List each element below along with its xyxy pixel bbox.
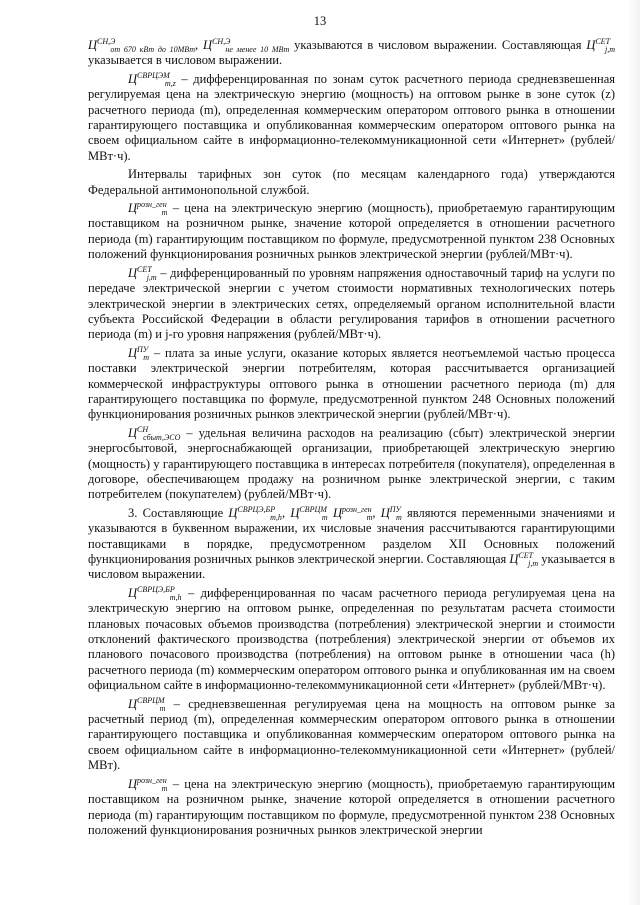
symbol-subscript: не менее 10 МВт <box>225 45 290 54</box>
paragraph-text: , <box>281 505 291 520</box>
symbol-base: Ц <box>128 776 138 791</box>
symbol-base: Ц <box>380 505 390 520</box>
formula-symbol <box>128 266 157 280</box>
paragraph-p0 <box>88 38 615 69</box>
symbol-base: Ц <box>128 425 138 440</box>
formula-symbol <box>128 346 149 360</box>
formula-symbol <box>128 697 165 711</box>
paragraph-text: – цена на электрическую энергию (мощность), приобретаемую гарантирующим поставщиком на розничном рынке, значение которой определяется в отношении расчетного периода (m) гарантирующим поставщиком по формуле, предусмотренной пунктом 238 Основных положений функционирования розничных рынков электрической энергии (рублей/МВт·ч). <box>88 201 615 262</box>
symbol-base: Ц <box>586 38 596 52</box>
symbol-subscript: от 670 кВт до 10МВт <box>110 45 196 54</box>
symbol-base: Ц <box>88 38 98 52</box>
symbol-base: Ц <box>332 505 342 520</box>
paragraph-text: являются переменными значениями и указываются в буквенном выражении, их числовые значения рассчитываются гарантирующими поставщиками в порядке, предусмотренном разделом XII Основных положений функционирования розничных рынков электрической энергии. Составляющая <box>88 505 616 566</box>
paragraph-text: , <box>195 38 204 52</box>
paragraph-p3 <box>88 201 615 263</box>
symbol-superscript: СЕТ <box>595 37 611 46</box>
formula-symbol <box>381 506 402 520</box>
symbol-subscript: m,h <box>270 512 282 522</box>
paragraph-text: указывается в числовом выражении. <box>88 53 283 68</box>
symbol-subscript: сбыт,ЭСО <box>143 432 181 442</box>
symbol-superscript: ПУ <box>389 504 401 514</box>
paragraph-text: указываются в числовом выражении. Составляющая <box>289 38 587 52</box>
page-number: 13 <box>313 14 327 28</box>
symbol-base: Ц <box>128 201 138 216</box>
paragraph-p7 <box>88 506 615 583</box>
formula-symbol <box>290 506 327 520</box>
formula-symbol <box>88 38 195 52</box>
paragraph-text: – дифференцированная по зонам суток расчетного периода средневзвешенная регулируемая цена на электрическую энергию (мощность) на оптовом рынке в зоне суток (z) расчетного периода (m), определенная коммерческим оператором оптового рынка в отношении гарантирующего поставщика и опубликованная коммерческим оператором оптового рынка на своем официальном сайте в информационно-телекоммуникационной сети «Интернет» (рублей/МВт·ч). <box>88 71 615 163</box>
symbol-base: Ц <box>203 38 213 52</box>
symbol-base: Ц <box>509 552 519 566</box>
formula-symbol <box>509 552 538 566</box>
symbol-superscript: СЕТ <box>518 551 534 560</box>
symbol-superscript: розн_ген <box>341 504 372 514</box>
symbol-subscript: m,h <box>169 592 182 602</box>
formula-symbol <box>333 506 372 520</box>
symbol-subscript: m <box>395 512 402 522</box>
formula-symbol <box>128 777 167 791</box>
symbol-subscript: j,m <box>528 559 539 568</box>
symbol-superscript: СН <box>137 424 149 434</box>
symbol-subscript: j,m <box>146 272 157 282</box>
symbol-superscript: розн_ген <box>137 775 167 785</box>
formula-symbol <box>128 200 168 218</box>
symbol-base: Ц <box>128 585 138 600</box>
symbol-superscript: СН,Э <box>97 37 116 46</box>
paragraph-p6 <box>88 426 615 503</box>
formula-symbol <box>128 586 182 600</box>
paragraph-p1 <box>88 72 615 164</box>
paragraph-text: – удельная величина расходов на реализацию (сбыт) электрической энергии энергосбытовой, энергоснабжающей организации, приобретающей электрическую энергию (мощность) у гарантирующего поставщика в интересах потребителя (покупателя), определенная в договоре, обеспечивающем продажу на розничном рынке электрической энергии, с таким потребителем (покупателем) (рублей/МВт·ч). <box>88 425 615 502</box>
symbol-base: Ц <box>128 696 138 711</box>
paragraph-text: – дифференцированная по часам расчетного периода регулируемая цена на электрическую энергию на оптовом рынке, определенная по результатам расчета стоимости плановых почасовых объемов производства (потребления) электрической энергии и стоимости отклонений фактического производства (потребления) электрической энергии от объемов их планового почасового производства (потребления) на оптовом рынке в отношении часа (h) расчетного периода (m) коммерческим оператором оптового рынка и опубликованная им на своем официальном сайте в информационно-телекоммуникационной сети «Интернет» (рублей/МВт·ч). <box>88 585 615 693</box>
symbol-superscript: СН,Э <box>212 37 231 46</box>
symbol-superscript: СВРЦЭ,БР <box>137 584 175 594</box>
paragraph-p10 <box>88 777 615 839</box>
document-body <box>88 38 615 841</box>
paragraph-text: – средневзвешенная регулируемая цена на мощность на оптовом рынке за расчетный период (m), определенная коммерческим оператором оптового рынка в отношении гарантирующего поставщика и опубликованная коммерческим оператором оптового рынка на своем официальном сайте в информационно-телекоммуникационной сети «Интернет» (рублей/МВт). <box>88 696 615 773</box>
symbol-superscript: СВРЦМ <box>137 695 165 705</box>
symbol-superscript: СВРЦЭМ <box>137 70 170 80</box>
symbol-superscript: СВРЦМ <box>299 504 327 514</box>
symbol-subscript: m <box>159 703 166 713</box>
symbol-base: Ц <box>128 265 138 280</box>
paragraph-text: 3. Составляющие <box>128 505 229 520</box>
symbol-subscript: m,z <box>164 78 176 88</box>
scan-edge-shadow <box>628 0 640 905</box>
symbol-base: Ц <box>128 345 138 360</box>
paragraph-p9 <box>88 697 615 774</box>
paragraph-text: указывается в числовом выражении. <box>88 552 616 582</box>
paragraph-text: , <box>372 505 381 520</box>
formula-symbol <box>128 426 180 440</box>
paragraph-text: Интервалы тарифных зон суток (по месяцам календарного года) утверждаются Федеральной антимонопольной службой. <box>88 167 615 197</box>
paragraph-p5 <box>88 346 615 423</box>
formula-symbol <box>128 72 176 86</box>
formula-symbol <box>203 38 289 52</box>
paragraph-text: – дифференцированный по уровням напряжения одноставочный тариф на услуги по передаче электрической энергии с учетом стоимости нормативных технологических потерь электрической энергии в электрических сетях, определяемый органом исполнительной власти субъекта Российской Федерации в области регулирования тарифов в отношении расчетного периода (m) и j-го уровня напряжения (рублей/МВт·ч). <box>88 265 615 342</box>
symbol-superscript: ПУ <box>137 344 149 354</box>
symbol-superscript: СЕТ <box>137 264 152 274</box>
paragraph-p8 <box>88 586 615 694</box>
symbol-subscript: m <box>366 512 373 522</box>
paragraph-p2 <box>88 167 615 198</box>
paragraph-text: – цена на электрическую энергию (мощность), приобретаемую гарантирующим поставщиком на розничном рынке, значение которой определяется в отношении расчетного периода (m) гарантирующим поставщиком по формуле, предусмотренной пунктом 238 Основных положений функционирования розничных рынков электрической энергии <box>88 776 615 837</box>
symbol-base: Ц <box>228 505 238 520</box>
formula-symbol <box>228 506 282 520</box>
symbol-subscript: m <box>143 352 149 362</box>
symbol-base: Ц <box>128 71 138 86</box>
symbol-subscript: m <box>321 512 328 522</box>
paragraph-text: – плата за иные услуги, оказание которых является неотъемлемой частью процесса поставки электрической энергии потребителям, которая рассчитывается организацией коммерческой инфраструктуры оптового рынка в отношении расчетного периода (m) для гарантирующего поставщика по формуле, предусмотренной пунктом 248 Основных положений функционирования розничных рынков электрической энергии (рублей/МВт·ч). <box>88 345 615 422</box>
symbol-subscript: m <box>161 208 168 218</box>
symbol-subscript: j,m <box>605 45 616 54</box>
symbol-base: Ц <box>290 505 300 520</box>
paragraph-p4 <box>88 266 615 343</box>
formula-symbol <box>586 38 615 52</box>
symbol-superscript: СВРЦЭ,БР <box>237 504 276 514</box>
symbol-superscript: розн_ген <box>137 200 167 210</box>
symbol-subscript: m <box>161 783 168 793</box>
